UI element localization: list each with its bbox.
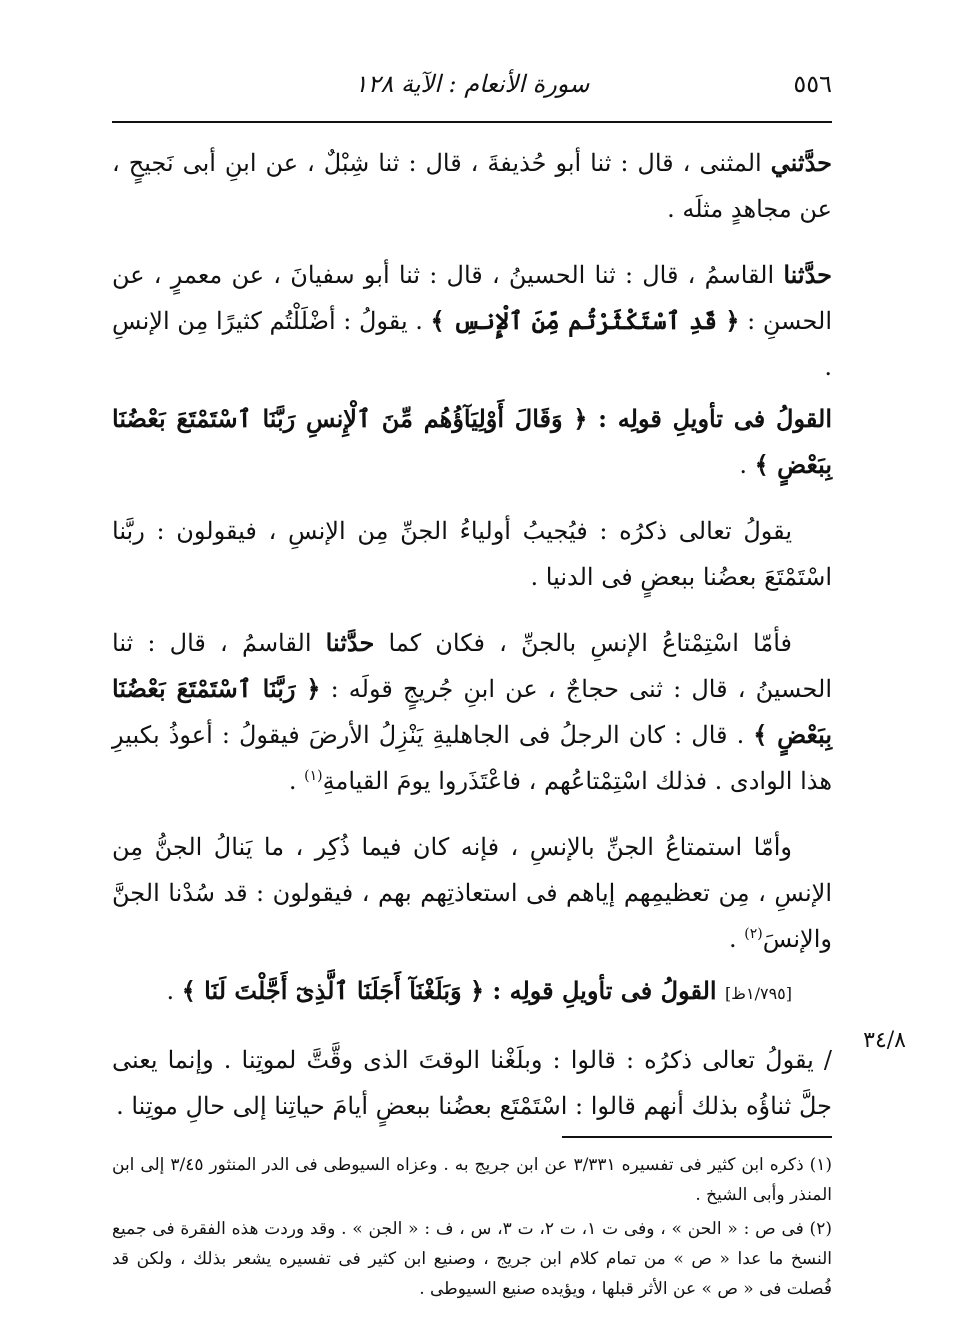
running-title: سورة الأنعام : الآية ١٢٨ [354,70,590,98]
footnotes [112,1150,832,1308]
main-text [112,140,832,1129]
margin-volume-page-ref: ٣٤/٨ [863,1028,906,1053]
section-heading-1: القولُ فى تأويلِ قولِه : ﴿ وَقَالَ أَوْلِيَآؤُهُم مِّنَ ٱلْإِنسِ رَبَّنَا ٱسْتَمْتَعَ بَعْضُنَا بِبَعْضٍ ﴾ . [112,404,832,479]
quran-quote: ﴿ وَقَالَ أَوْلِيَآؤُهُم مِّنَ ٱلْإِنسِ رَبَّنَا ٱسْتَمْتَعَ بَعْضُنَا بِبَعْضٍ ﴾ [112,404,832,479]
quran-quote: ﴿ قَدِ ٱسْتَكْثَرْتُم مِّنَ ٱلْإِنسِ ﴾ [430,306,740,335]
hadith-lead: حدَّثنا [325,628,375,657]
quran-quote: ﴿ وَبَلَغْنَآ أَجَلَنَا ٱلَّذِىٓ أَجَّلْتَ لَنَا ﴾ [181,976,485,1005]
paragraph-1: حدَّثني المثنى ، قال : ثنا أبو حُذيفةَ ، قال : ثنا شِبْلٌ ، عن ابنِ أبى نَجيحٍ ، عن مجاهدٍ مثلَه . [112,148,832,223]
hadith-lead: حدَّثني [770,148,832,177]
page-header [112,58,832,114]
section-heading-2: [١/٧٩٥ظ] القولُ فى تأويلِ قولِه : ﴿ وَبَلَغْنَآ أَجَلَنَا ٱلَّذِىٓ أَجَّلْتَ لَنَا ﴾ . [166,976,792,1005]
paragraph-6: / يقولُ تعالى ذكرُه : قالوا : وبلَغْنا الوقتَ الذى وقَّتَّ لموتِنا . وإنما يعنى جلَّ ثناؤُه بذلك أنهم قالوا : اسْتَمْتَع بعضُنا ببعضٍ أيامَ حياتِنا إلى حالِ موتِنا . [112,1046,832,1120]
footnote-2: (٢) فى ص : « الحن » ، وفى ت ١، ت ٢، ت ٣، س ، ف : « الجن » . وقد وردت هذه الفقرة فى جميع النسخ ما عدا « ص » من تمام كلام ابن جريج ، وصنيع ابن كثير فى تفسيره يشعر بذلك ، ولكن قد فُصلت فى « ص » عن الأثر قبلها ، ويؤيده صنيع السيوطى . [112,1219,832,1299]
hadith-lead: حدَّثنا [783,260,832,289]
footnote-divider [562,1136,832,1138]
manuscript-folio-marker: [١/٧٩٥ظ] [724,984,792,1003]
section-heading-label: القولُ فى تأويلِ قولِه : [587,404,832,433]
quran-quote: ﴿ رَبَّنَا ٱسْتَمْتَعَ بَعْضُنَا بِبَعْضٍ ﴾ [112,674,832,749]
paragraph-2: حدَّثنا القاسمُ ، قال : ثنا الحسينُ ، قال : ثنا أبو سفيانَ ، عن معمرٍ ، عن الحسنِ : ﴿ قَدِ ٱسْتَكْثَرْتُم مِّنَ ٱلْإِنسِ ﴾ . يقولُ : أضْلَلْتُم كثيرًا مِن الإنسِ . [112,260,832,381]
footnote-1: (١) ذكره ابن كثير فى تفسيره ٣/٣٣١ عن ابن جريج به . وعزاه السيوطى فى الدر المنثور ٣/٤٥ إلى ابن المنذر وأبى الشيخ . [112,1155,833,1205]
section-heading-label: القولُ فى تأويلِ قولِه : [484,976,725,1005]
paragraph-5: وأمّا استمتاعُ الجنِّ بالإنسِ ، فإنه كان فيما ذُكِر ، ما يَنالُ الجنُّ مِن الإنسِ ، مِن تعظيمِهم إياهم فى استعاذتِهم بهم ، فيقولون : قد سُدْنا الجنَّ والإنسَ$^{(٢)}$ . [112,833,832,953]
header-divider [112,121,832,123]
footnote-ref-1[interactable]: (١) [304,768,323,784]
footnote-ref-2[interactable]: (٢) [744,926,763,942]
page-number: ٥٥٦ [793,70,832,98]
paragraph-4: فأمّا اسْتِمْتاعُ الإنسِ بالجنِّ ، فكان كما حدَّثنا القاسمُ ، قال : ثنا الحسينُ ، قال : ثنى حجاجٌ ، عن ابنِ جُريجٍ قولَه : ﴿ رَبَّنَا ٱسْتَمْتَعَ بَعْضُنَا بِبَعْضٍ ﴾ . قال : كان الرجلُ فى الجاهليةِ يَنْزِلُ الأرضَ فيقولُ : أعوذُ بكبيرِ هذا الوادى . فذلك اسْتِمْتاعُهم ، فاعْتَذَروا يومَ القيامةِ$^{(١)}$ . [112,628,832,795]
paragraph-3: يقولُ تعالى ذكرُه : فيُجيبُ أولياءُ الجنِّ مِن الإنسِ ، فيقولون : ربَّنا اسْتَمْتَعَ بعضُنا ببعضٍ فى الدنيا . [112,517,832,591]
